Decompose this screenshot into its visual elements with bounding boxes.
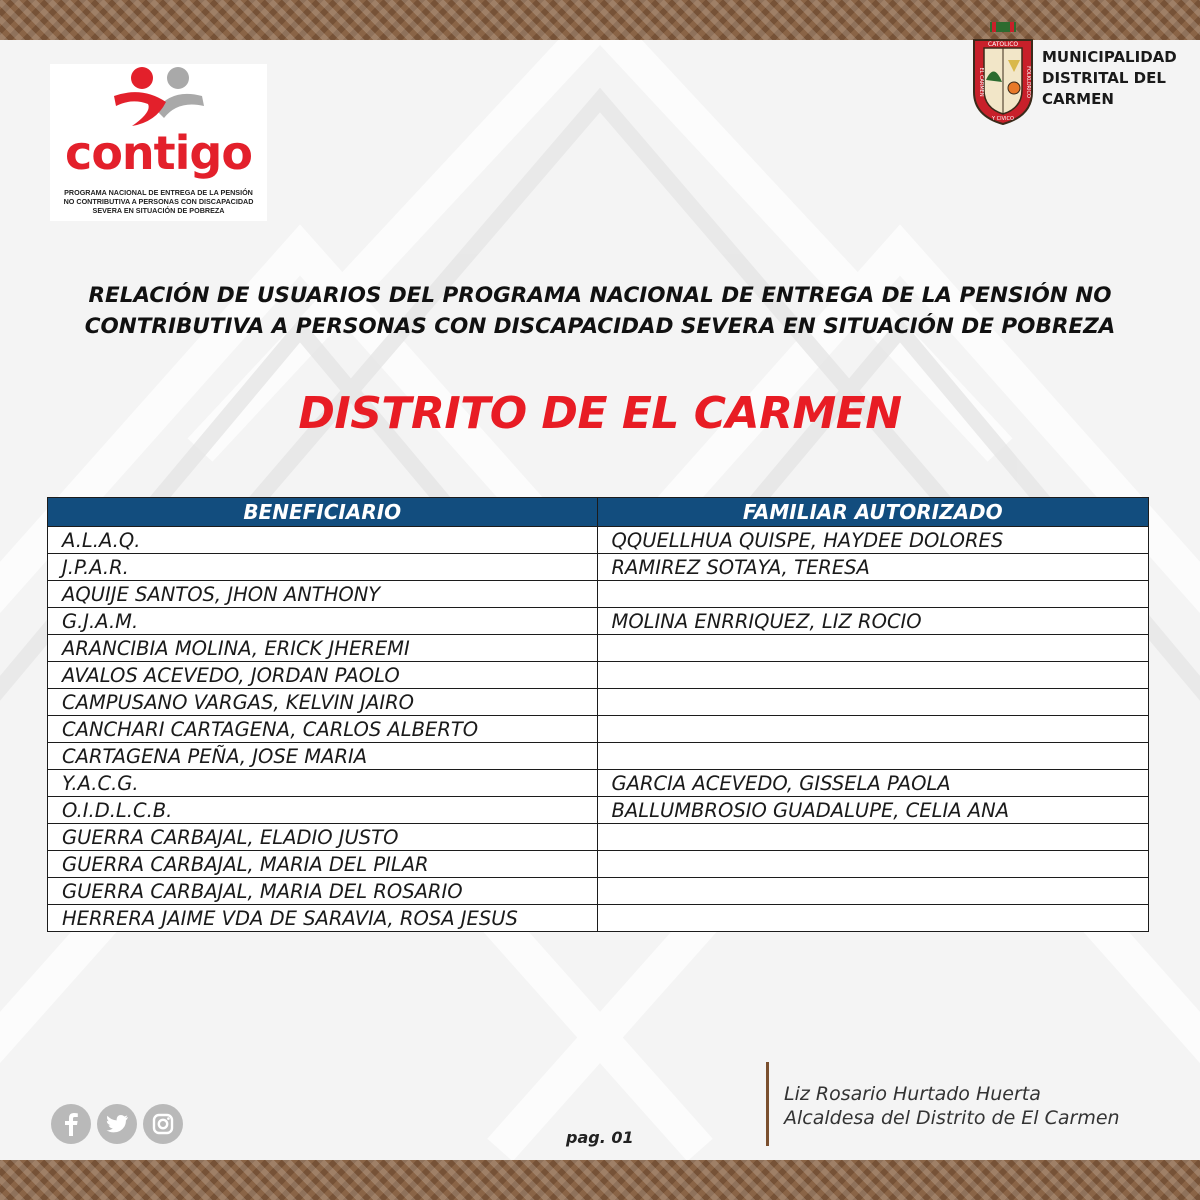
table-row bbox=[48, 743, 1149, 770]
familiar-cell bbox=[597, 905, 1149, 932]
header-familiar-autorizado: FAMILIAR AUTORIZADO bbox=[597, 498, 1149, 527]
document-title-line-1: RELACIÓN DE USUARIOS DEL PROGRAMA NACIONAL DE ENTREGA DE LA PENSIÓN NO bbox=[88, 283, 1112, 308]
beneficiario-cell: AVALOS ACEVEDO, JORDAN PAOLO bbox=[48, 662, 598, 689]
contigo-people-icon bbox=[112, 66, 206, 132]
familiar-cell: GARCIA ACEVEDO, GISSELA PAOLA bbox=[597, 770, 1149, 797]
familiar-cell bbox=[597, 581, 1149, 608]
beneficiario-cell: A.L.A.Q. bbox=[48, 527, 598, 554]
district-title: DISTRITO DE EL CARMEN bbox=[298, 388, 902, 439]
beneficiario-cell: CARTAGENA PEÑA, JOSE MARIA bbox=[48, 743, 598, 770]
signature-divider bbox=[766, 1062, 769, 1146]
beneficiario-cell: Y.A.C.G. bbox=[48, 770, 598, 797]
crest-right-text: FOLKLORICO bbox=[1025, 66, 1031, 98]
municipality-name-line-2: DISTRITAL DEL bbox=[1042, 69, 1166, 87]
document-title-line-2: CONTRIBUTIVA A PERSONAS CON DISCAPACIDAD SEVERA EN SITUACIÓN DE POBREZA bbox=[84, 314, 1116, 339]
table-row bbox=[48, 851, 1149, 878]
beneficiario-cell: HERRERA JAIME VDA DE SARAVIA, ROSA JESUS bbox=[48, 905, 598, 932]
beneficiario-cell: GUERRA CARBAJAL, MARIA DEL ROSARIO bbox=[48, 878, 598, 905]
familiar-cell: QQUELLHUA QUISPE, HAYDEE DOLORES bbox=[597, 527, 1149, 554]
table-row bbox=[48, 797, 1149, 824]
beneficiario-cell: ARANCIBIA MOLINA, ERICK JHEREMI bbox=[48, 635, 598, 662]
contigo-wordmark: contigo bbox=[65, 126, 252, 180]
table-row bbox=[48, 527, 1149, 554]
beneficiario-cell: CANCHARI CARTAGENA, CARLOS ALBERTO bbox=[48, 716, 598, 743]
page-number: pag. 01 bbox=[566, 1128, 634, 1147]
table-header-row bbox=[48, 498, 1149, 527]
beneficiario-cell: GUERRA CARBAJAL, ELADIO JUSTO bbox=[48, 824, 598, 851]
beneficiario-cell: J.P.A.R. bbox=[48, 554, 598, 581]
beneficiario-cell: G.J.A.M. bbox=[48, 608, 598, 635]
crest-left-text: EL CARMEN bbox=[978, 67, 984, 97]
crest-top-text: CATOLICO bbox=[987, 41, 1019, 48]
familiar-cell bbox=[597, 635, 1149, 662]
table-row bbox=[48, 824, 1149, 851]
familiar-cell: RAMIREZ SOTAYA, TERESA bbox=[597, 554, 1149, 581]
table-row bbox=[48, 554, 1149, 581]
table-row bbox=[48, 770, 1149, 797]
beneficiario-cell: O.I.D.L.C.B. bbox=[48, 797, 598, 824]
familiar-cell bbox=[597, 689, 1149, 716]
table-row bbox=[48, 878, 1149, 905]
instagram-icon[interactable] bbox=[143, 1104, 183, 1144]
municipality-name bbox=[1042, 47, 1192, 110]
table-row bbox=[48, 662, 1149, 689]
municipality-crest bbox=[970, 22, 1036, 126]
familiar-cell: MOLINA ENRRIQUEZ, LIZ ROCIO bbox=[597, 608, 1149, 635]
table-row bbox=[48, 635, 1149, 662]
familiar-cell bbox=[597, 851, 1149, 878]
familiar-cell: BALLUMBROSIO GUADALUPE, CELIA ANA bbox=[597, 797, 1149, 824]
table-row bbox=[48, 689, 1149, 716]
contigo-logo bbox=[50, 64, 267, 221]
municipality-name-line-3: CARMEN bbox=[1042, 90, 1114, 108]
familiar-cell bbox=[597, 662, 1149, 689]
table-row bbox=[48, 581, 1149, 608]
twitter-icon[interactable] bbox=[97, 1104, 137, 1144]
contigo-tagline-line-1: PROGRAMA NACIONAL DE ENTREGA DE LA PENSIÓN bbox=[64, 188, 253, 197]
beneficiario-cell: CAMPUSANO VARGAS, KELVIN JAIRO bbox=[48, 689, 598, 716]
table-row bbox=[48, 905, 1149, 932]
crest-bottom-text: Y CIVICO bbox=[992, 116, 1014, 122]
table-row bbox=[48, 608, 1149, 635]
familiar-cell bbox=[597, 824, 1149, 851]
familiar-cell bbox=[597, 878, 1149, 905]
users-table bbox=[47, 497, 1149, 932]
signatory-role: Alcaldesa del Distrito de El Carmen bbox=[784, 1107, 1120, 1129]
facebook-icon[interactable] bbox=[51, 1104, 91, 1144]
beneficiario-cell: AQUIJE SANTOS, JHON ANTHONY bbox=[48, 581, 598, 608]
table-row bbox=[48, 716, 1149, 743]
familiar-cell bbox=[597, 716, 1149, 743]
signatory-name: Liz Rosario Hurtado Huerta bbox=[784, 1083, 1041, 1105]
familiar-cell bbox=[597, 743, 1149, 770]
contigo-tagline bbox=[60, 188, 257, 215]
municipality-name-line-1: MUNICIPALIDAD bbox=[1042, 48, 1177, 66]
contigo-tagline-line-2: NO CONTRIBUTIVA A PERSONAS CON DISCAPACIDAD bbox=[63, 197, 254, 206]
bottom-decorative-border bbox=[0, 1160, 1200, 1200]
beneficiario-cell: GUERRA CARBAJAL, MARIA DEL PILAR bbox=[48, 851, 598, 878]
contigo-tagline-line-3: SEVERA EN SITUACIÓN DE POBREZA bbox=[92, 206, 225, 215]
header-beneficiario: BENEFICIARIO bbox=[48, 498, 598, 527]
document-title bbox=[40, 280, 1160, 342]
